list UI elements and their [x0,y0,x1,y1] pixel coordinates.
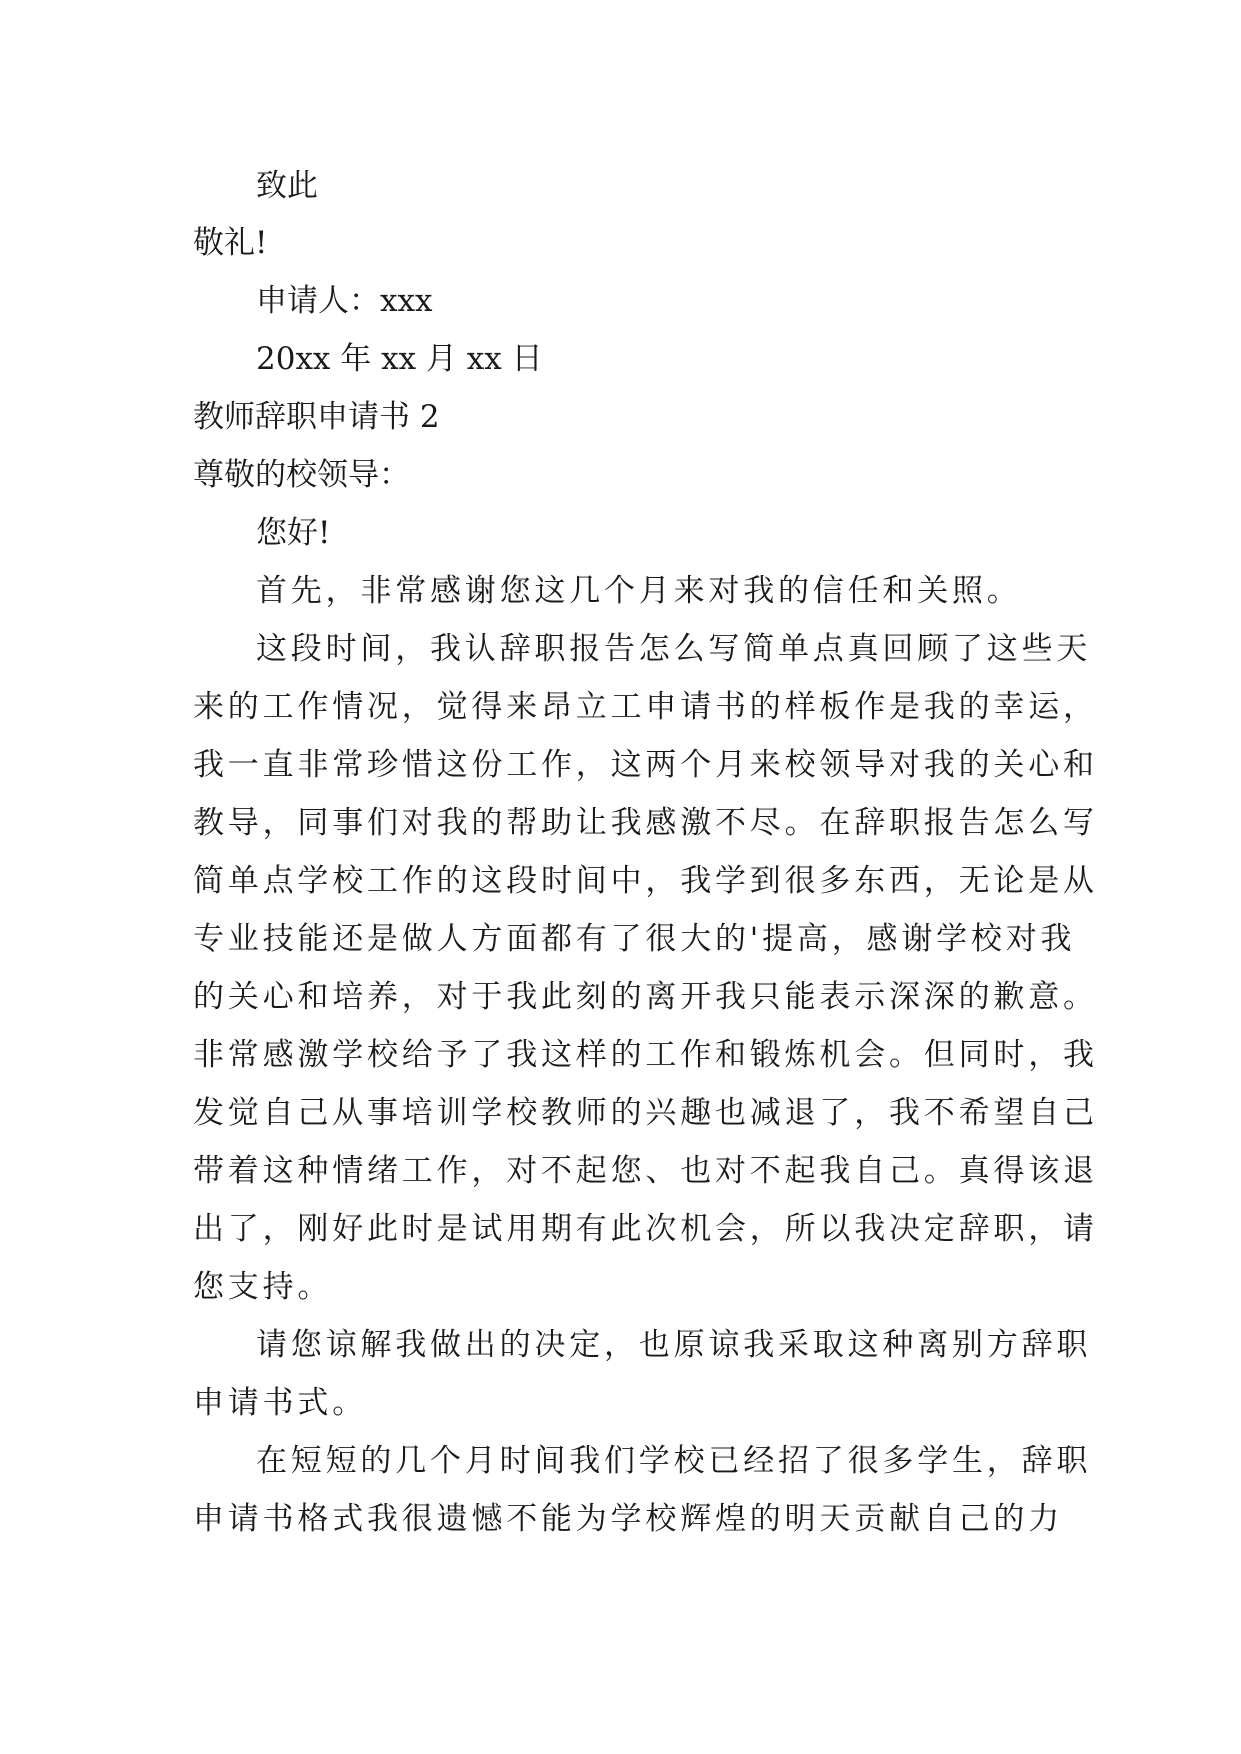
paragraph-2-line: 带着这种情绪工作，对不起您、也对不起我自己。真得该退 [193,1153,1098,1189]
closing-zhici: 致此 [256,168,318,204]
applicant-line: 申请人：xxx [256,283,433,319]
letter-title: 教师辞职申请书 2 [193,399,440,435]
paragraph-2-line: 非常感激学校给予了我这样的工作和锻炼机会。但同时，我 [193,1037,1098,1073]
paragraph-2-line: 发觉自己从事培训学校教师的兴趣也减退了，我不希望自己 [193,1095,1098,1131]
paragraph-1: 首先，非常感谢您这几个月来对我的信任和关照。 [256,573,1022,609]
paragraph-3-line: 请您谅解我做出的决定，也原谅我采取这种离别方辞职 [256,1327,1092,1363]
paragraph-2-line: 这段时间，我认辞职报告怎么写简单点真回顾了这些天 [256,631,1092,667]
salutation: 尊敬的校领导： [193,457,410,493]
paragraph-2-line: 我一直非常珍惜这份工作，这两个月来校领导对我的关心和 [193,747,1098,783]
paragraph-2-line: 来的工作情况，觉得来昂立工申请书的样板作是我的幸运， [193,689,1098,725]
closing-jingli: 敬礼! [193,225,268,261]
date-line: 20xx 年 xx 月 xx 日 [256,341,543,377]
paragraph-2-line: 您支持。 [193,1269,333,1305]
paragraph-2-line: 教导，同事们对我的帮助让我感激不尽。在辞职报告怎么写 [193,805,1098,841]
paragraph-3-line: 申请书式。 [193,1385,367,1421]
paragraph-2-line: 专业技能还是做人方面都有了很大的'提高，感谢学校对我 [193,921,1076,957]
paragraph-4-line: 申请书格式我很遗憾不能为学校辉煌的明天贡献自己的力 [193,1501,1063,1537]
paragraph-2-line: 的关心和培养，对于我此刻的离开我只能表示深深的歉意。 [193,979,1098,1015]
paragraph-2-line: 简单点学校工作的这段时间中，我学到很多东西，无论是从 [193,863,1098,899]
paragraph-2-line: 出了，刚好此时是试用期有此次机会，所以我决定辞职，请 [193,1211,1098,1247]
paragraph-4-line: 在短短的几个月时间我们学校已经招了很多学生，辞职 [256,1443,1092,1479]
greeting: 您好! [256,515,331,551]
